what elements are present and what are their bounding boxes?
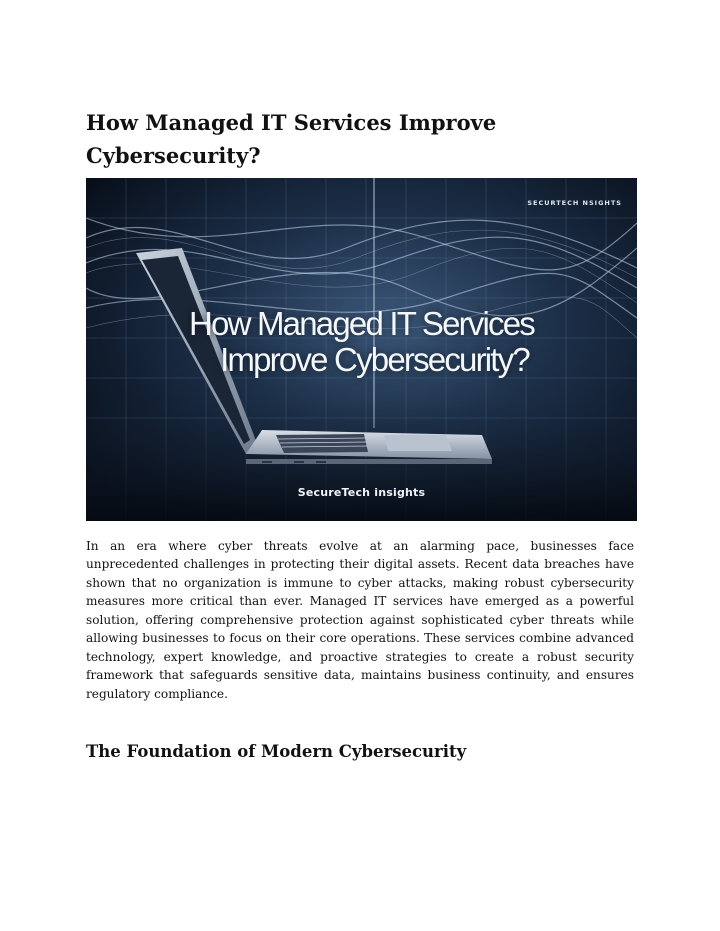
section-heading: The Foundation of Modern Cybersecurity <box>86 742 467 761</box>
article-title <box>86 106 646 172</box>
hero-headline-line1: How Managed IT Services <box>189 305 534 342</box>
article-title-line2: Cybersecurity? <box>86 143 261 168</box>
hero-headline-line2: Improve Cybersecurity? <box>220 341 529 378</box>
hero-brand-label: SECURTECH NSIGHTS <box>527 199 622 207</box>
hero-footer-logo-text: SecureTech insights <box>297 486 426 499</box>
hero-headline <box>86 306 637 378</box>
article-title-line1: How Managed IT Services Improve <box>86 110 497 135</box>
hero-image <box>86 178 637 521</box>
intro-paragraph: In an era where cyber threats evolve at an alarming pace, businesses face unprecedented challenges in protecting their digital assets. Recent data breaches have shown that no organization is immune to cyber attacks, making robust cybersecurity measures more critical than ever. Managed IT services have emerged as a powerful solution, offering comprehensive protection against sophisticated cyber threats while allowing businesses to focus on their core operations. These services combine advanced technology, expert knowledge, and proactive strategies to create a robust security framework that safeguards sensitive data, maintains business continuity, and ensures regulatory compliance. <box>86 539 634 701</box>
